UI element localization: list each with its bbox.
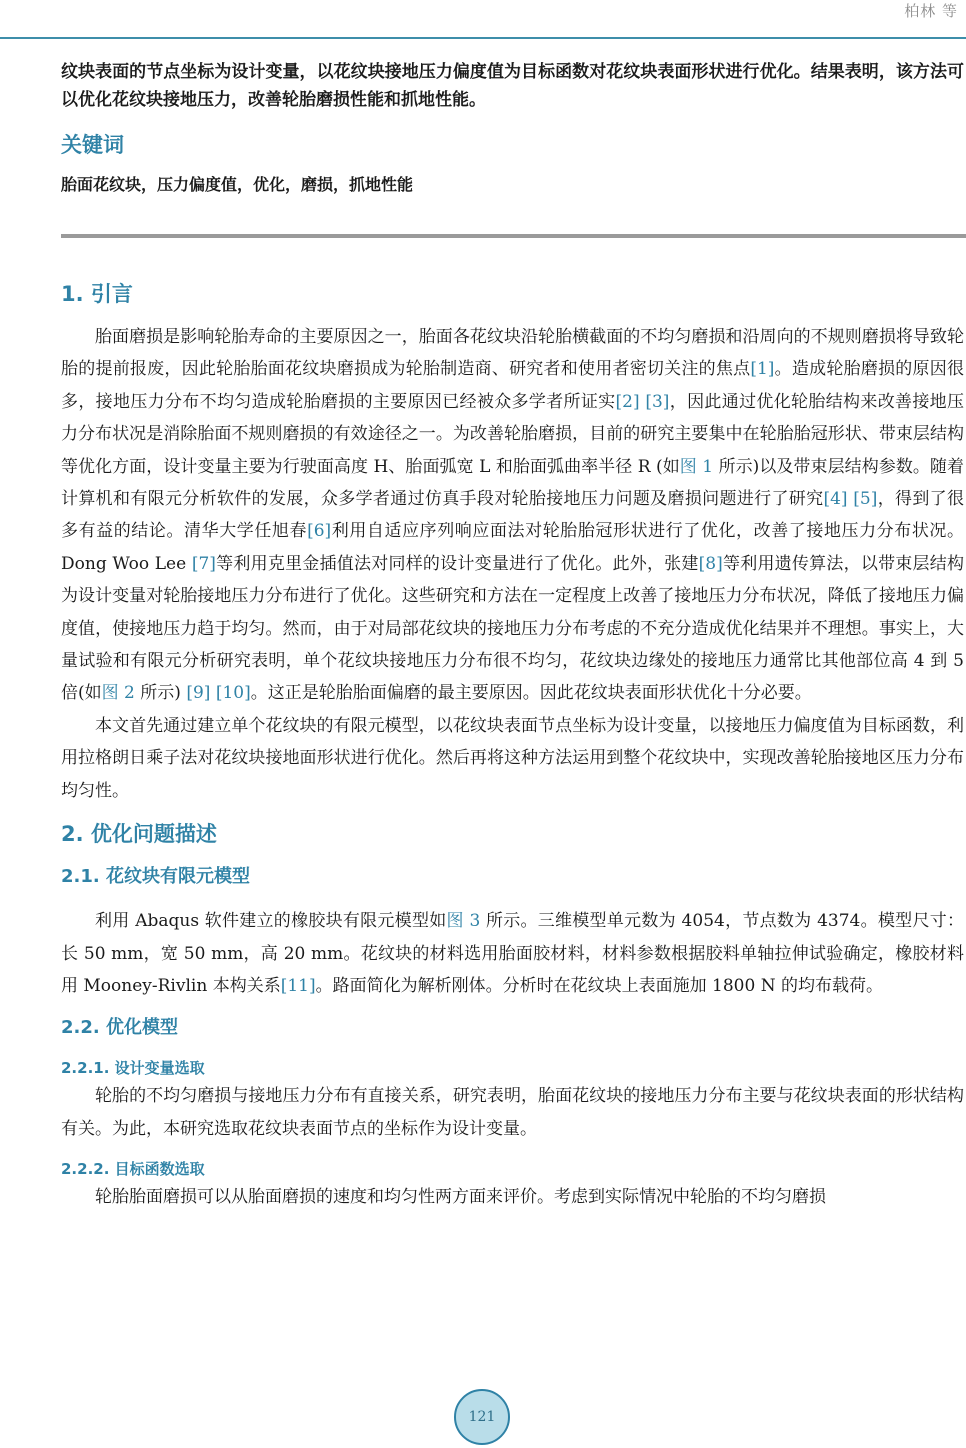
citation-link[interactable]: [6] [307,521,332,542]
citation-link[interactable]: [7] [191,553,216,574]
text-run: 所示。三维模型单元数为 4054，节点数为 4374。模型尺寸：长 50 mm，宽 50 mm，高 20 mm。花纹块的材料选用胎面胶材料，材料参数根据胶料单轴拉伸试验确定，橡胶材料用 Mooney-Rivlin 本构关系 [61,911,964,996]
citation-link[interactable]: [11] [280,975,316,996]
keywords-text: 胎面花纹块，压力偏度值，优化，磨损，抓地性能 [61,175,414,194]
text-run: ，因此通过优化轮胎结构来改善接地压力分布状况是消除胎面不规则磨损的有效途径之一。为改善轮胎磨损，目前的研究主要集中在轮胎胎冠形状、带束层结构等优化方面，设计变量主要为行驶面高度 H、胎面弧宽 L 和胎面弧曲率半径 R (如 [61,391,965,477]
page-content [61,58,964,1214]
subsection-2-2-title: 2.2. 优化模型 [61,1017,178,1039]
citation-link[interactable]: [1] [750,359,775,380]
citation-link[interactable]: [8] [698,553,723,574]
text-run: 等利用克里金插值法对同样的设计变量进行了优化。此外，张建 [215,553,699,574]
section-1-paragraph-2: 本文首先通过建立单个花纹块的有限元模型，以花纹块表面节点坐标为设计变量，以接地压力偏度值为目标函数，利用拉格朗日乘子法对花纹块接地面形状进行优化。然后再将这种方法运用到整个花纹块中，实现改善轮胎接地区压力分布均匀性。 [61,715,964,801]
figure-link[interactable]: 图 1 [679,456,714,477]
citation-link[interactable]: [9] [10] [186,683,251,704]
subsection-2-1-paragraph [61,905,964,1002]
section-1-paragraph-1 [61,321,964,710]
abstract-tail: 纹块表面的节点坐标为设计变量，以花纹块接地压力偏度值为目标函数对花纹块表面形状进行优化。结果表明，该方法可以优化花纹块接地压力，改善轮胎磨损性能和抓地性能。 [61,62,964,110]
section-2-title: 2. 优化问题描述 [61,822,217,847]
text-run: 所示) [134,683,187,704]
subsection-2-2-2-title: 2.2.2. 目标函数选取 [61,1160,205,1179]
text-run: 等利用遗传算法，以带束层结构为设计变量对轮胎接地压力分布进行了优化。这些研究和方法在一定程度上改善了接地压力分布状况，降低了接地压力偏度值，使接地压力趋于均匀。然而，由于对局部花纹块的接地压力分布考虑的不充分造成优化结果并不理想。事实上，大量试验和有限元分析研究表明，单个花纹块接地压力分布很不均匀，花纹块边缘处的接地压力通常比其他部位高 4 到 5 倍(如 [61,553,965,704]
running-header-authors: 柏林 等 [904,2,958,20]
subsection-2-2-1-paragraph: 轮胎的不均匀磨损与接地压力分布有直接关系，研究表明，胎面花纹块的接地压力分布主要与花纹块表面的形状结构有关。为此，本研究选取花纹块表面节点的坐标作为设计变量。 [61,1086,964,1139]
text-run: 。这正是轮胎胎面偏磨的最主要原因。因此花纹块表面形状优化十分必要。 [250,683,812,704]
text-run: 。路面简化为解析刚体。分析时在花纹块上表面施加 1800 N 的均布载荷。 [315,975,883,996]
keywords-heading: 关键词 [61,133,124,157]
citation-link[interactable]: [4] [5] [823,489,878,510]
subsection-2-2-1-title: 2.2.1. 设计变量选取 [61,1059,205,1078]
figure-link[interactable]: 图 3 [446,911,481,932]
text-run: 。造成轮胎磨损的原因很多，接地压力分布不均匀造成轮胎磨损的主要原因已经被众多学者所证实 [61,359,965,412]
text-run: 利用自适应序列响应面法对轮胎胎冠形状进行了优化，改善了接地压力分布状况。Dong Woo Lee [61,521,964,574]
section-divider [61,234,966,238]
text-run: 利用 Abaqus 软件建立的橡胶块有限元模型如 [95,911,447,932]
header-rule [0,37,966,39]
subsection-2-2-2-paragraph: 轮胎胎面磨损可以从胎面磨损的速度和均匀性两方面来评价。考虑到实际情况中轮胎的不均匀磨损 [95,1187,826,1208]
text-run: 所示)以及带束层结构参数。随着计算机和有限元分析软件的发展，众多学者通过仿真手段对轮胎接地压力问题及磨损问题进行了研究 [61,456,964,510]
section-1-title: 1. 引言 [61,282,133,306]
page-number-badge [454,1389,510,1445]
text-run: 胎面磨损是影响轮胎寿命的主要原因之一，胎面各花纹块沿轮胎横截面的不均匀磨损和沿周向的不规则磨损将导致轮胎的提前报废，因此轮胎胎面花纹块磨损成为轮胎制造商、研究者和使用者密切关注的焦点 [61,327,964,380]
page-number: 121 [468,1409,496,1425]
citation-link[interactable]: [2] [3] [615,391,670,412]
figure-link[interactable]: 图 2 [101,683,135,704]
text-run: ，得到了很多有益的结论。清华大学任旭春 [61,489,965,542]
subsection-2-1-title: 2.1. 花纹块有限元模型 [61,866,250,888]
